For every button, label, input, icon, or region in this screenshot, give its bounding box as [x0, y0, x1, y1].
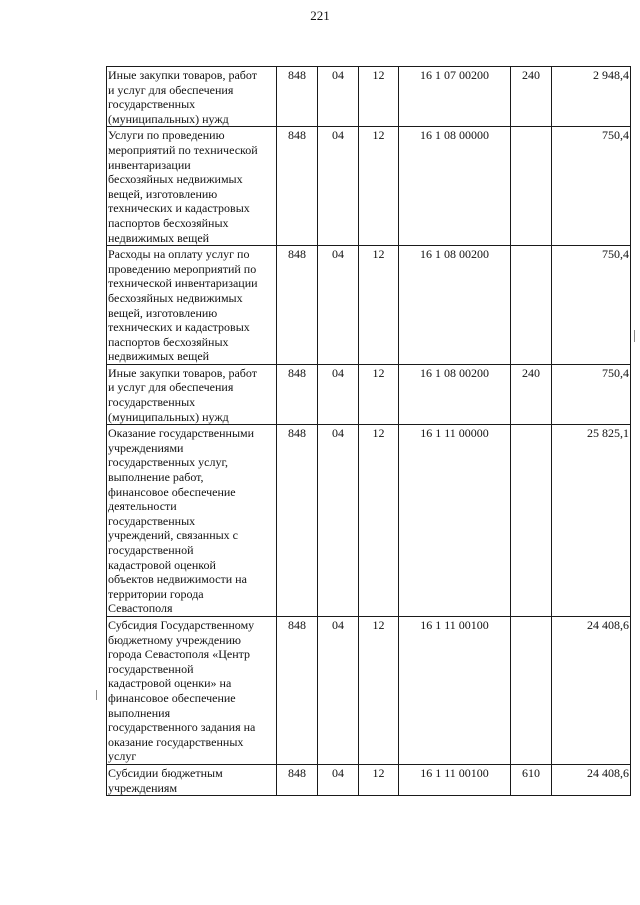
page-number: 221	[310, 8, 330, 23]
amount-cell: 24 408,6	[552, 764, 631, 795]
dept-code-cell: 848	[277, 246, 318, 365]
table-row	[107, 127, 631, 246]
scan-edge-mark	[634, 330, 635, 342]
row-name-cell	[107, 764, 277, 795]
target-article-cell: 16 1 08 00000	[399, 127, 511, 246]
subsection-code-cell: 12	[359, 67, 399, 127]
subsection-code-cell: 12	[359, 364, 399, 424]
subsection-code-cell: 12	[359, 425, 399, 617]
expense-type-cell: 240	[511, 67, 552, 127]
target-article-cell: 16 1 11 00100	[399, 764, 511, 795]
dept-code-cell: 848	[277, 616, 318, 764]
section-code-cell: 04	[318, 764, 359, 795]
row-name-cell	[107, 127, 277, 246]
table-row	[107, 246, 631, 365]
section-code-cell: 04	[318, 127, 359, 246]
row-name: Расходы на оплату услуг по проведению мероприятий по технической инвентаризации бесхозяйных недвижимых вещей, изготовлению технических и кадастровых паспортов бесхозяйных недвижимых вещей	[108, 247, 258, 364]
dept-code-cell: 848	[277, 127, 318, 246]
expense-type-cell: 240	[511, 364, 552, 424]
table-row	[107, 67, 631, 127]
section-code-cell: 04	[318, 67, 359, 127]
budget-table	[106, 66, 631, 796]
row-name: Иные закупки товаров, работ и услуг для обеспечения государственных (муниципальных) нужд	[108, 365, 257, 424]
subsection-code-cell: 12	[359, 246, 399, 365]
section-code-cell: 04	[318, 364, 359, 424]
row-name: Оказание государственными учреждениями государственных услуг, выполнение работ, финансовое обеспечение деятельности государственных учреждений, связанных с государственной кадастровой оценкой объектов недвижимости на территории города Севастополя	[108, 426, 255, 616]
expense-type-cell: 610	[511, 764, 552, 795]
amount-cell: 25 825,1	[552, 425, 631, 617]
row-name-cell	[107, 616, 277, 764]
target-article-cell: 16 1 08 00200	[399, 364, 511, 424]
budget-table-body	[107, 67, 631, 796]
row-name-cell	[107, 67, 277, 127]
table-row	[107, 764, 631, 795]
dept-code-cell: 848	[277, 425, 318, 617]
expense-type-cell	[511, 246, 552, 365]
section-code-cell: 04	[318, 616, 359, 764]
table-row	[107, 616, 631, 764]
row-name: Субсидия Государственному бюджетному учреждению города Севастополя «Центр государственной кадастровой оценки» на финансовое обеспечение выполнения государственного задания на оказание государственных услуг	[108, 617, 256, 764]
expense-type-cell	[511, 616, 552, 764]
amount-cell: 750,4	[552, 364, 631, 424]
row-name-cell	[107, 246, 277, 365]
amount-cell: 2 948,4	[552, 67, 631, 127]
table-row	[107, 425, 631, 617]
table-row	[107, 364, 631, 424]
expense-type-cell	[511, 127, 552, 246]
dept-code-cell: 848	[277, 364, 318, 424]
row-name-cell	[107, 425, 277, 617]
subsection-code-cell: 12	[359, 764, 399, 795]
dept-code-cell: 848	[277, 67, 318, 127]
section-code-cell: 04	[318, 246, 359, 365]
dept-code-cell: 848	[277, 764, 318, 795]
row-name: Иные закупки товаров, работ и услуг для обеспечения государственных (муниципальных) нужд	[108, 68, 257, 126]
expense-type-cell	[511, 425, 552, 617]
scan-edge-mark	[96, 690, 97, 700]
subsection-code-cell: 12	[359, 616, 399, 764]
row-name: Услуги по проведению мероприятий по технической инвентаризации бесхозяйных недвижимых вещей, изготовлению технических и кадастровых паспортов бесхозяйных недвижимых вещей	[108, 128, 258, 245]
target-article-cell: 16 1 11 00000	[399, 425, 511, 617]
section-code-cell: 04	[318, 425, 359, 617]
amount-cell: 750,4	[552, 127, 631, 246]
target-article-cell: 16 1 08 00200	[399, 246, 511, 365]
target-article-cell: 16 1 11 00100	[399, 616, 511, 764]
target-article-cell: 16 1 07 00200	[399, 67, 511, 127]
row-name-cell	[107, 364, 277, 424]
subsection-code-cell: 12	[359, 127, 399, 246]
row-name: Субсидии бюджетным учреждениям	[108, 765, 223, 795]
amount-cell: 750,4	[552, 246, 631, 365]
amount-cell: 24 408,6	[552, 616, 631, 764]
